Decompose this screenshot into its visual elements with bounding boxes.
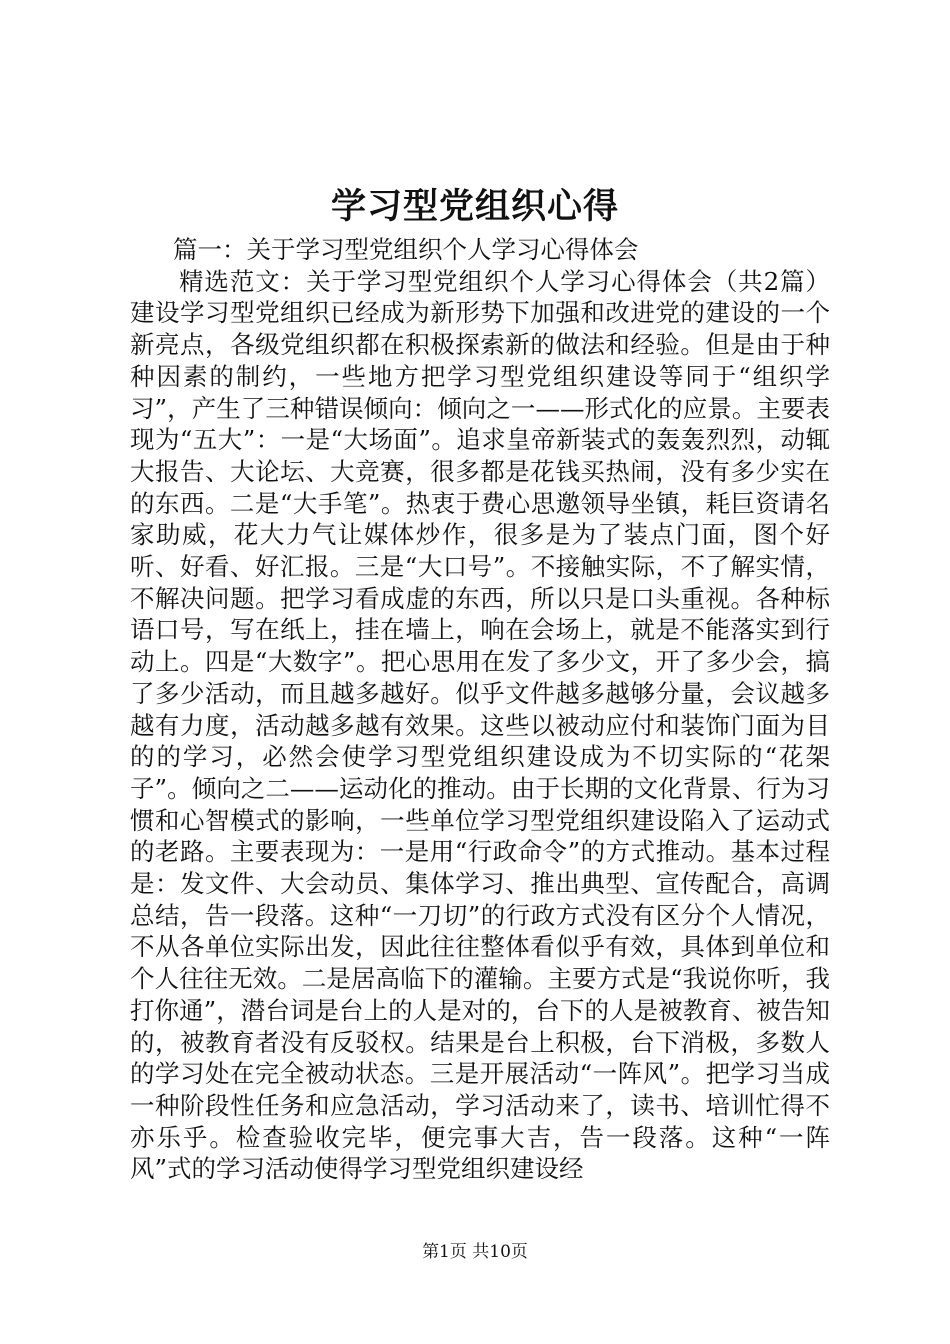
document-body bbox=[130, 234, 830, 1185]
body-paragraph: 精选范文：关于学习型党组织个人学习心得体会（共2篇）建设学习型党组织已经成为新形势下加强和改进党的建设的一个新亮点，各级党组织都在积极探索新的做法和经验。但是由于种种因素的制约，一些地方把学习型党组织建设等同于“组织学习”，产生了三种错误倾向：倾向之一——形式化的应景。主要表现为“五大”：一是“大场面”。追求皇帝新装式的轰轰烈烈，动辄大报告、大论坛、大竞赛，很多都是花钱买热闹，没有多少实在的东西。二是“大手笔”。热衷于费心思邀领导坐镇，耗巨资请名家助威，花大力气让媒体炒作，很多是为了装点门面，图个好听、好看、好汇报。三是“大口号”。不接触实际，不了解实情，不解决问题。把学习看成虚的东西，所以只是口头重视。各种标语口号，写在纸上，挂在墙上，响在会场上，就是不能落实到行动上。四是“大数字”。把心思用在发了多少文，开了多少会，搞了多少活动，而且越多越好。似乎文件越多越够分量，会议越多越有力度，活动越多越有效果。这些以被动应付和装饰门面为目的的学习，必然会使学习型党组织建设成为不切实际的“花架子”。倾向之二——运动化的推动。由于长期的文化背景、行为习惯和心智模式的影响，一些单位学习型党组织建设陷入了运动式的老路。主要表现为：一是用“行政命令”的方式推动。基本过程是：发文件、大会动员、集体学习、推出典型、宣传配合，高调总结，告一段落。这种“一刀切”的行政方式没有区分个人情况，不从各单位实际出发，因此往往整体看似乎有效，具体到单位和个人往往无效。二是居高临下的灌输。主要方式是“我说你听，我打你通”，潜台词是台上的人是对的，台下的人是被教育、被告知的，被教育者没有反驳权。结果是台上积极，台下消极，多数人的学习处在完全被动状态。三是开展活动“一阵风”。把学习当成一种阶段性任务和应急活动，学习活动来了，读书、培训忙得不亦乐乎。检查验收完毕，便完事大吉，告一段落。这种“一阵风”式的学习活动使得学习型党组织建设经 bbox=[130, 266, 830, 1184]
document-title: 学习型党组织心得 bbox=[330, 186, 619, 227]
section-heading: 篇一：关于学习型党组织个人学习心得体会 bbox=[173, 235, 639, 264]
page-footer: 第1页 共10页 bbox=[422, 1242, 528, 1262]
